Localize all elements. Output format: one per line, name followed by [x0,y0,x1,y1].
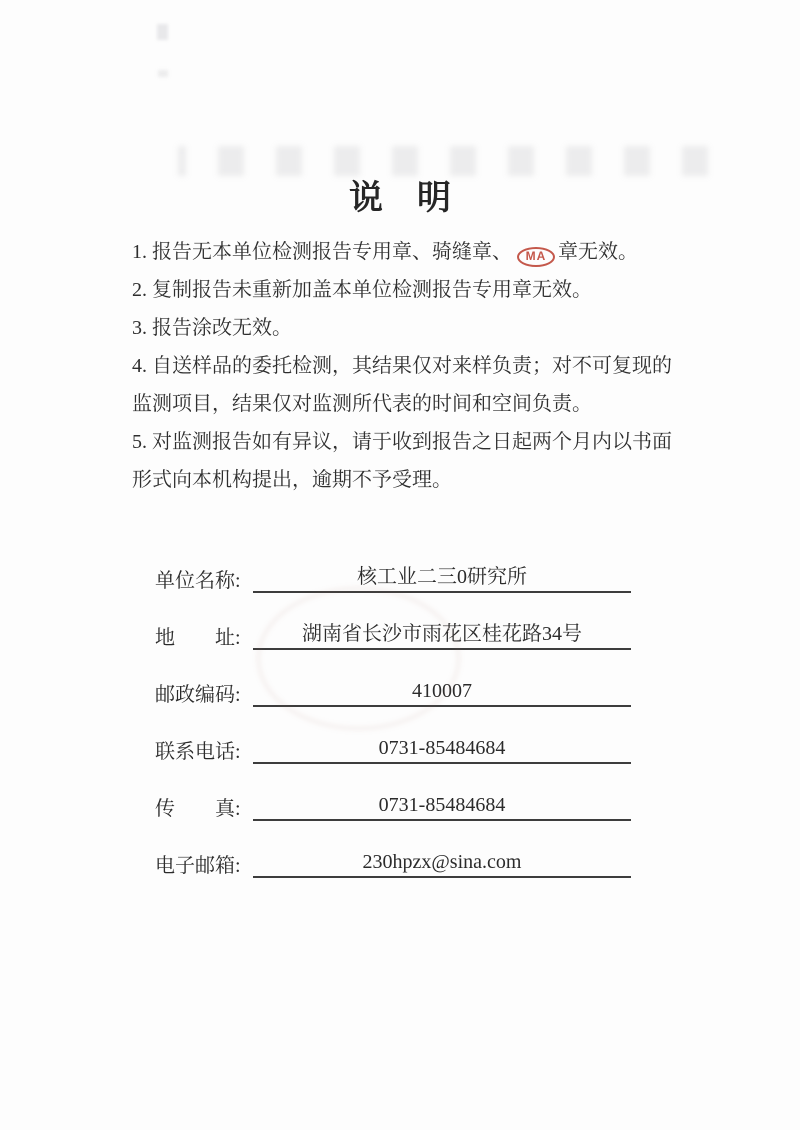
contact-info-section [155,555,800,878]
note-item-5: 5. 对监测报告如有异议，请于收到报告之日起两个月内以书面形式向本机构提出，逾期不予受理。 [132,431,672,491]
phone-label: 联系电话: [155,741,241,763]
address-label: 地 址: [155,627,241,649]
postal-code-value: 410007 [412,680,472,702]
note-item-1-text-after: 章无效。 [558,241,638,263]
ghost-stamp-circle [256,586,461,731]
unit-name-label: 单位名称: [155,570,241,592]
cma-stamp-icon: MA [517,247,555,267]
field-row-unit-name [155,555,800,593]
bleed-through-artifact [178,146,708,176]
email-underline [253,840,631,878]
fax-underline [253,783,631,821]
page-title: 说 明 [349,180,451,217]
note-item-2: 2. 复制报告未重新加盖本单位检测报告专用章无效。 [132,279,592,301]
notes-section [132,233,672,499]
bleed-through-artifact [157,24,168,40]
bleed-through-artifact [158,70,168,77]
note-item-1 [132,233,672,271]
fax-value: 0731-85484684 [378,794,506,816]
unit-name-value: 核工业二三0研究所 [357,566,527,588]
field-row-fax [155,783,800,821]
postal-code-label: 邮政编码: [155,684,241,706]
fax-label: 传 真: [155,798,241,820]
field-row-address [155,612,800,650]
address-value: 湖南省长沙市雨花区桂花路34号 [302,623,582,645]
unit-name-underline [253,555,631,593]
phone-underline [253,726,631,764]
note-item-3: 3. 报告涂改无效。 [132,317,292,339]
phone-value: 0731-85484684 [378,737,506,759]
note-item-1-text-before: 1. 报告无本单位检测报告专用章、骑缝章、 [132,241,512,263]
email-value: 230hpzx@sina.com [362,851,522,873]
field-row-postal-code [155,669,800,707]
field-row-email [155,840,800,878]
note-item-4: 4. 自送样品的委托检测，其结果仅对来样负责；对不可复现的监测项目，结果仅对监测所代表的时间和空间负责。 [132,355,672,415]
email-label: 电子邮箱: [155,855,241,877]
field-row-phone [155,726,800,764]
